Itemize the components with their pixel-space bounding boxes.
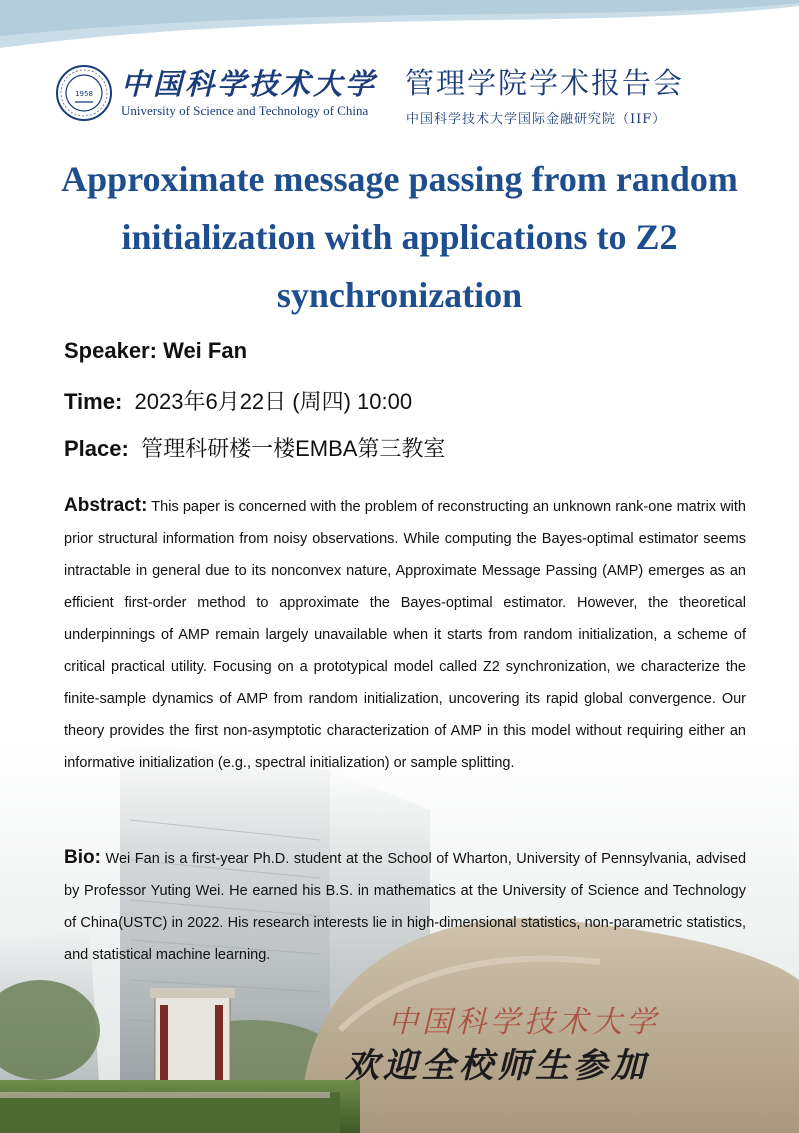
bio-text: Wei Fan is a first-year Ph.D. student at the School of Wharton, University of Pennsylvania, advised by Professor Yuting Wei. He earned his B.S. in mathematics at the University of Science and Technology of China(USTC) in 2022. His research interests lie in high-dimensional statistics, non-parametric statistics, and statistical machine learning. xyxy=(64,851,747,963)
series-title: 管理学院学术报告会 xyxy=(405,66,685,100)
abstract-section xyxy=(64,490,746,779)
place-label: Place: xyxy=(64,436,129,461)
speaker-name: Wei Fan xyxy=(163,338,248,363)
speaker-line xyxy=(64,338,247,364)
university-name-en: University of Science and Technology of China xyxy=(121,103,369,118)
time-label: Time: xyxy=(64,389,123,414)
seal-year: 1958 xyxy=(75,90,93,98)
bio-section xyxy=(64,842,746,971)
time-line xyxy=(64,385,412,416)
speaker-label: Speaker: xyxy=(64,338,157,363)
header xyxy=(55,58,755,128)
talk-title: Approximate message passing from random initialization with applications to Z2 synchronization xyxy=(61,159,738,315)
stone-inscription: 中国科学技术大学 xyxy=(388,1005,660,1040)
welcome-text: 欢迎全校师生参加 xyxy=(345,1046,649,1086)
place-value: 管理科研楼一楼EMBA第三教室 xyxy=(141,436,446,461)
abstract-label: Abstract: xyxy=(64,495,148,516)
series-subtitle: 中国科学技术大学国际金融研究院（IIF） xyxy=(406,112,667,127)
university-seal-logo xyxy=(55,64,113,122)
place-line xyxy=(64,432,445,463)
university-name-cn: 中国科学技术大学 xyxy=(121,67,378,101)
bio-label: Bio: xyxy=(64,847,101,868)
time-value: 2023年6月22日 (周四) 10:00 xyxy=(134,389,413,414)
top-wave-decoration xyxy=(0,0,799,50)
abstract-text: This paper is concerned with the problem of reconstructing an unknown rank-one matrix with prior structural information from noisy observations. While computing the Bayes-optimal estimator seems intractable in general due to its nonconvex nature, Approximate Message Passing (AMP) emerges as an efficient first-order method to approximate the Bayes-optimal estimator. However, the theoretical underpinnings of AMP remain largely unavailable when it starts from random initialization, a scheme of critical practical utility. Focusing on a prototypical model called Z2 synchronization, we characterize the finite-sample dynamics of AMP from random initialization, uncovering its rapid global convergence. Our theory provides the first non-asymptotic characterization of AMP in this model without requiring either an informative initialization (e.g., spectral initialization) or sample splitting. xyxy=(64,499,746,771)
